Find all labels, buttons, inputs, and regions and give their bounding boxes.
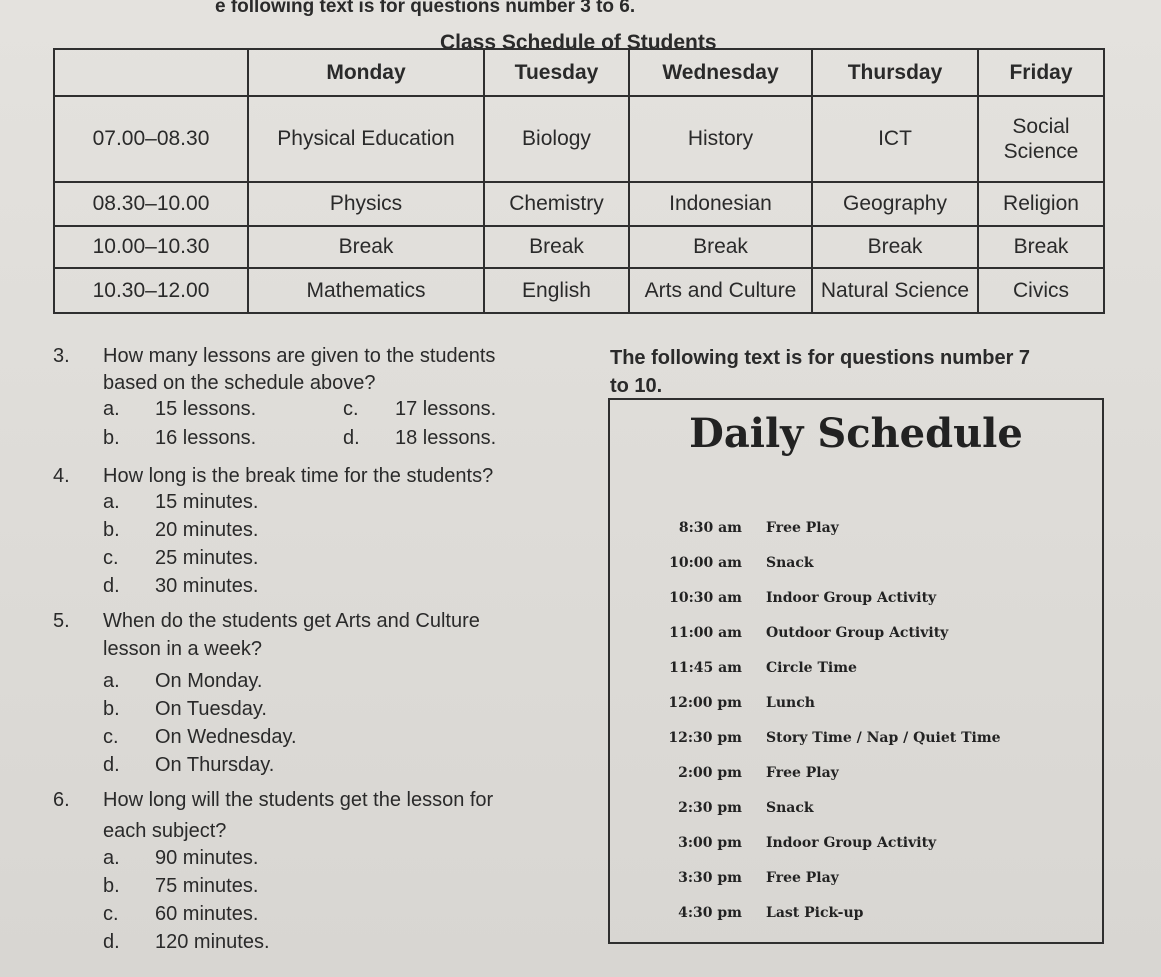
lesson-cell: Break	[248, 226, 484, 268]
right-intro-text	[610, 344, 1030, 400]
question-number: 5.	[53, 610, 70, 632]
option-c: c. 25 minutes.	[103, 547, 259, 569]
table-row	[54, 182, 1104, 226]
option-c: c. 17 lessons.	[343, 398, 497, 420]
question-number: 3.	[53, 345, 70, 367]
lesson-cell: Chemistry	[484, 182, 629, 226]
time-cell: 10.00–10.30	[54, 226, 248, 268]
lesson-cell: Break	[484, 226, 629, 268]
header-day: Friday	[978, 49, 1104, 96]
question-text-line: How long will the students get the lesson for	[103, 789, 494, 811]
schedule-title: Class Schedule of Students	[440, 31, 717, 54]
table-row	[54, 96, 1104, 182]
intro-text: e following text is for questions number 3 to 6.	[215, 0, 636, 17]
header-day: Monday	[248, 49, 484, 96]
lesson-cell: Mathematics	[248, 268, 484, 313]
question-text-line: How long is the break time for the students?	[103, 465, 494, 487]
option-a: a. 90 minutes.	[103, 847, 259, 869]
question-number: 6.	[53, 789, 70, 811]
right-intro-line: to 10.	[610, 375, 663, 397]
table-row	[54, 268, 1104, 313]
lesson-cell: Geography	[812, 182, 978, 226]
option-c: c. 60 minutes.	[103, 903, 259, 925]
question-text-line: each subject?	[103, 820, 227, 842]
lesson-cell: Indonesian	[629, 182, 812, 226]
question-text-line: lesson in a week?	[103, 638, 262, 660]
lesson-cell: Break	[629, 226, 812, 268]
right-intro-line: The following text is for questions number 7	[610, 347, 1031, 369]
header-day: Wednesday	[629, 49, 812, 96]
lesson-cell: Break	[812, 226, 978, 268]
lesson-cell: Break	[978, 226, 1104, 268]
header-empty-cell	[54, 49, 248, 96]
question-text-line: When do the students get Arts and Culture	[103, 610, 480, 632]
question-text-line: based on the schedule above?	[103, 372, 376, 394]
time-cell: 07.00–08.30	[54, 96, 248, 182]
lesson-cell: History	[629, 96, 812, 182]
lesson-cell: Religion	[978, 182, 1104, 226]
option-a: a. 15 minutes.	[103, 491, 259, 513]
option-d: d. On Thursday.	[103, 754, 275, 776]
time-cell: 10.30–12.00	[54, 268, 248, 313]
option-c: c. On Wednesday.	[103, 726, 297, 748]
question-number: 4.	[53, 465, 70, 487]
lesson-cell: Physical Education	[248, 96, 484, 182]
option-d: d. 120 minutes.	[103, 931, 270, 953]
question-6	[53, 786, 593, 846]
lesson-cell: ICT	[812, 96, 978, 182]
question-4	[53, 462, 593, 492]
table-header-row	[54, 49, 1104, 96]
lesson-cell: Arts and Culture	[629, 268, 812, 313]
lesson-cell: Natural Science	[812, 268, 978, 313]
option-b: b. On Tuesday.	[103, 698, 267, 720]
option-b: b. 75 minutes.	[103, 875, 259, 897]
option-d: d. 18 lessons.	[343, 427, 497, 449]
question-text-line: How many lessons are given to the students	[103, 345, 496, 367]
lesson-cell: English	[484, 268, 629, 313]
option-b: b. 16 lessons.	[103, 427, 257, 449]
lesson-cell: Physics	[248, 182, 484, 226]
option-b: b. 20 minutes.	[103, 519, 259, 541]
time-cell: 08.30–10.00	[54, 182, 248, 226]
lesson-cell: Civics	[978, 268, 1104, 313]
table-row	[54, 226, 1104, 268]
question-5	[53, 607, 593, 667]
daily-schedule-title: Daily Schedule	[689, 410, 1023, 457]
lesson-cell: Biology	[484, 96, 629, 182]
daily-schedule-box: Daily Schedule 8:30 am Free Play 10:00 am Snack 10:30 am Indoor Group Activity 11:00 am Outdoor Group Activity 11:45 am Circle Time 12:00 pm Lunch 12:30 pm Story Time / Nap / Quiet Time 2:00 pm Free Play 2:30 pm Snack 3:00 pm Indoor Group Activity 3:30 pm Free Play 4:30 pm Last Pick-up	[608, 398, 1104, 944]
option-a: a. 15 lessons.	[103, 398, 257, 420]
option-a: a. On Monday.	[103, 670, 263, 692]
class-schedule-table	[53, 48, 1105, 314]
lesson-cell: Social Science	[978, 96, 1104, 182]
header-day: Thursday	[812, 49, 978, 96]
header-day: Tuesday	[484, 49, 629, 96]
question-3	[53, 342, 593, 402]
option-d: d. 30 minutes.	[103, 575, 259, 597]
